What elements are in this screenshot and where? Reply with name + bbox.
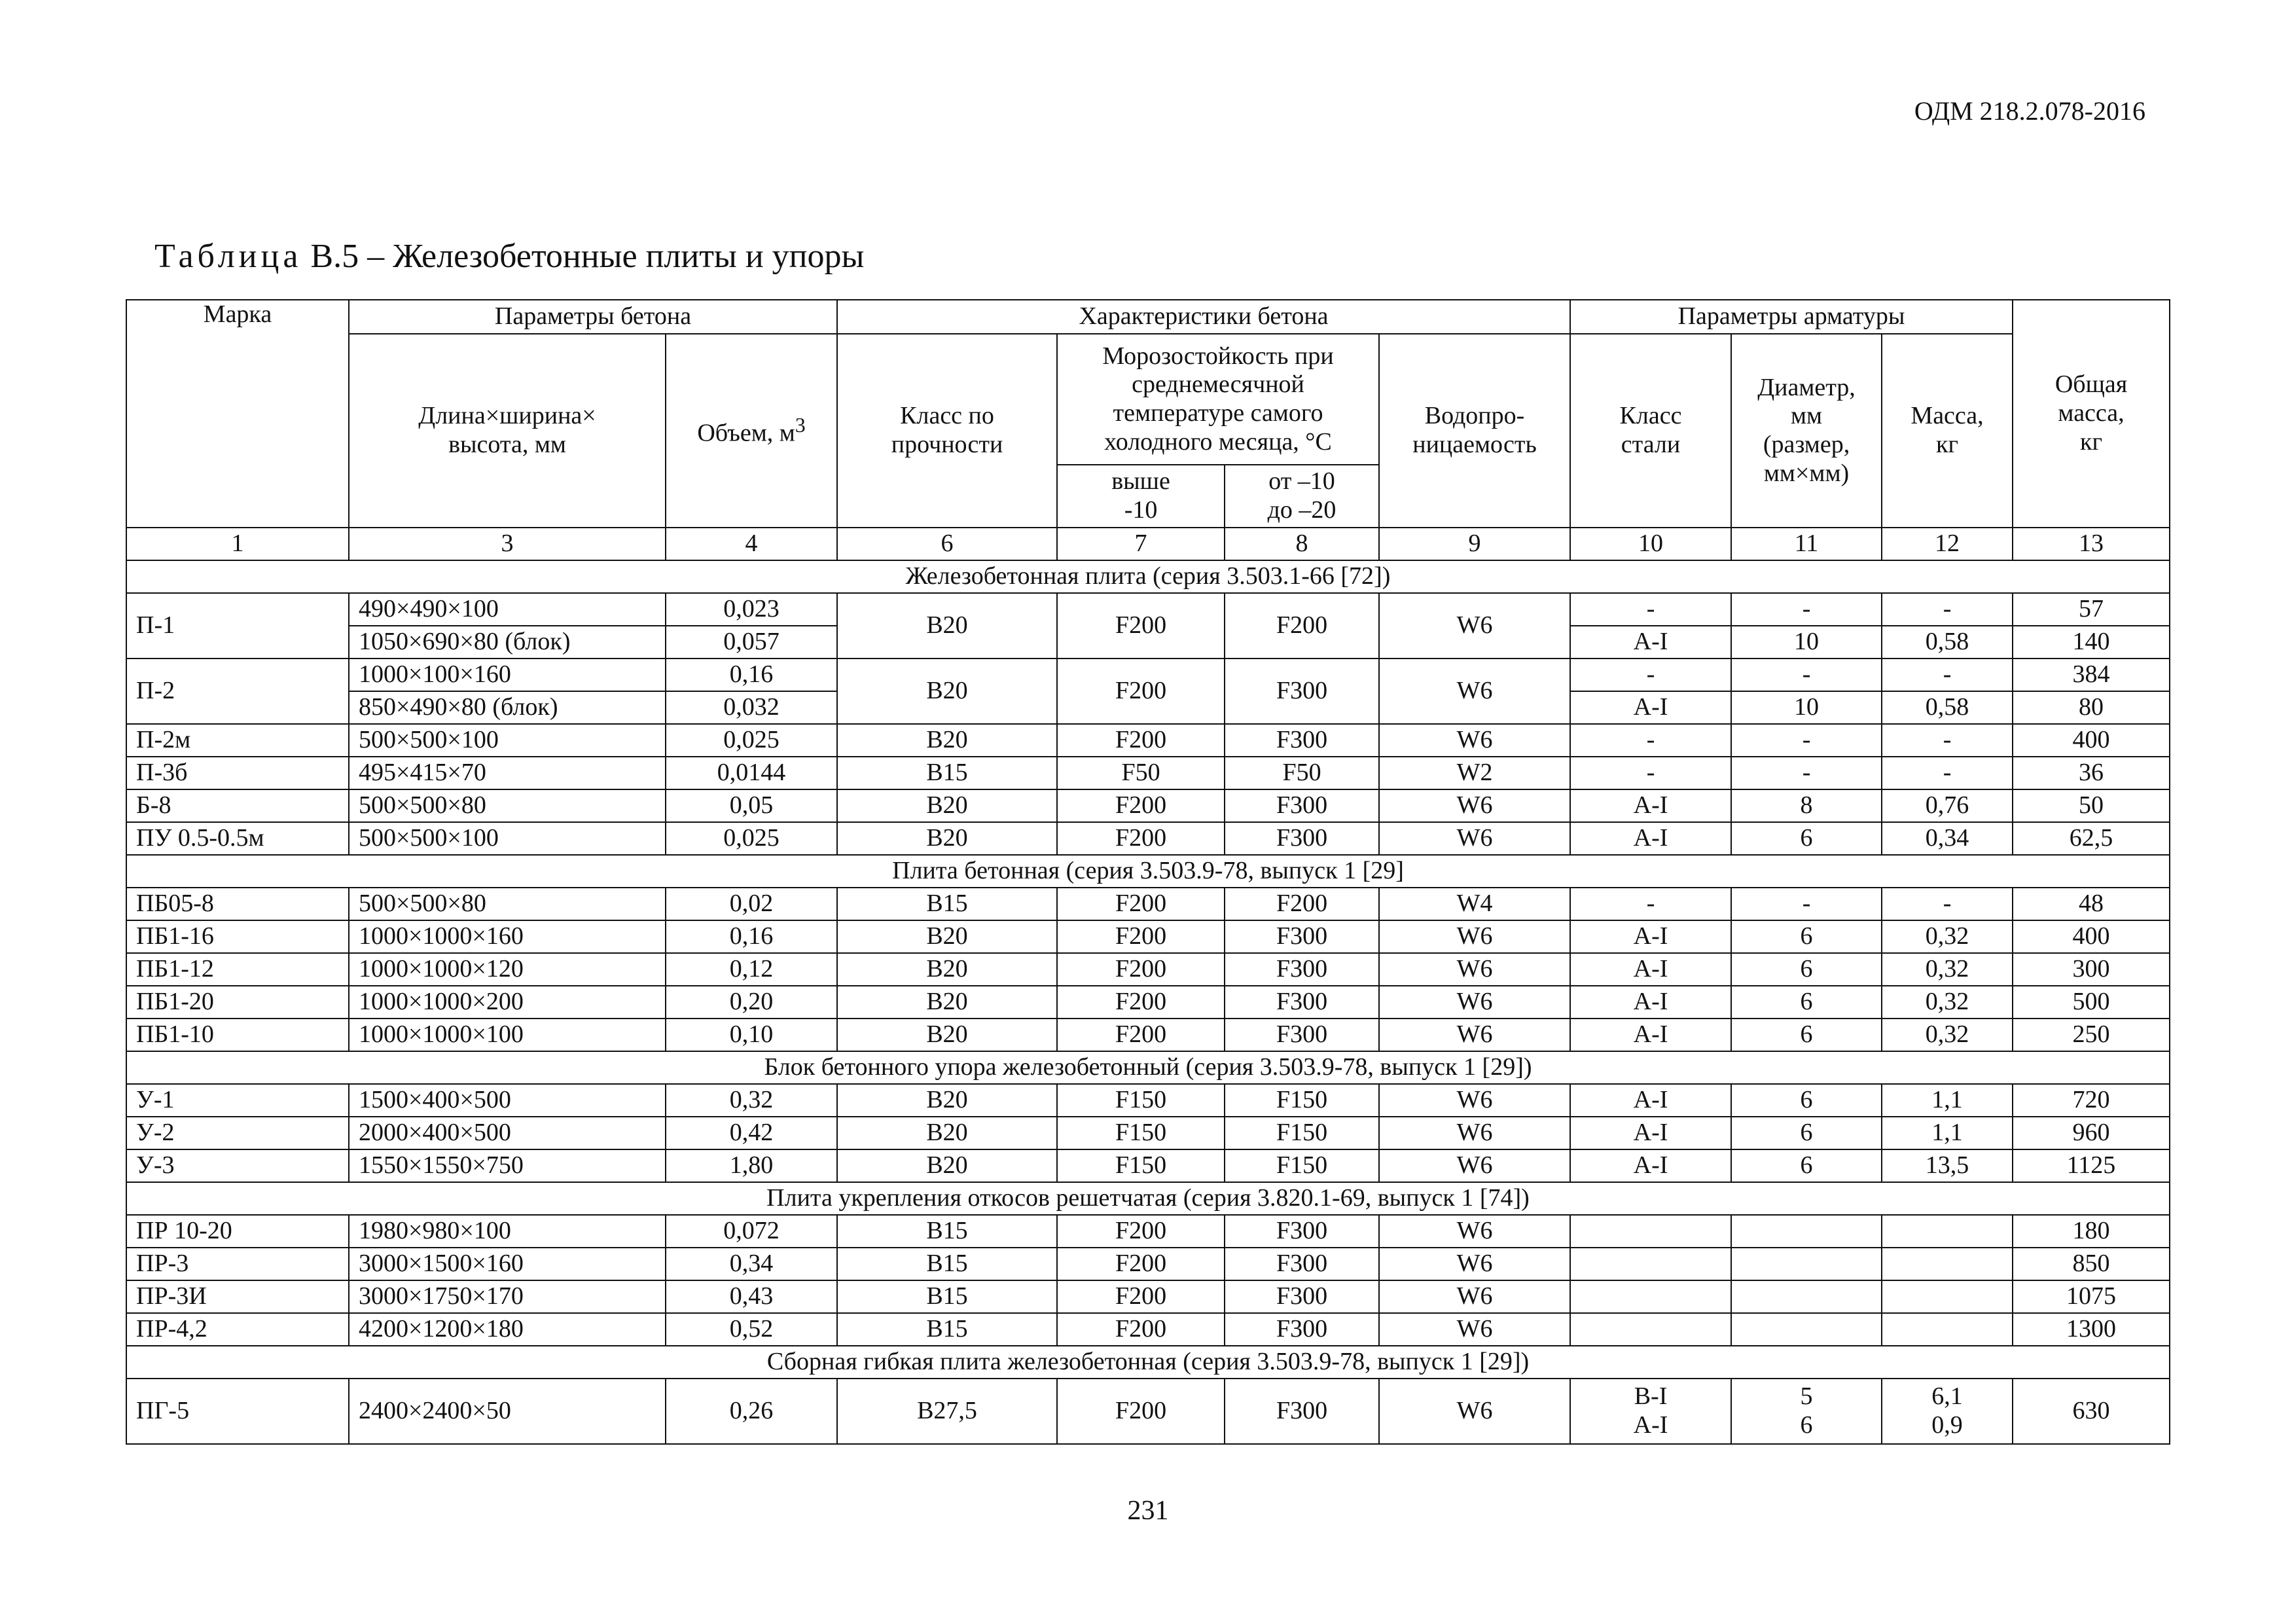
cell-water: W6 — [1379, 1248, 1570, 1280]
cell-total: 1075 — [2013, 1280, 2170, 1313]
cell-frost-above: F200 — [1057, 593, 1225, 659]
cell-volume: 0,32 — [666, 1084, 837, 1117]
cell-mass — [1882, 1215, 2013, 1248]
cell-mass: 0,32 — [1882, 920, 2013, 953]
cell-water: W6 — [1379, 1379, 1570, 1444]
cell-total: 400 — [2013, 920, 2170, 953]
cell-frost-above: F200 — [1057, 888, 1225, 920]
cell-mass: - — [1882, 724, 2013, 757]
cell-dimensions: 3000×1500×160 — [349, 1248, 666, 1280]
column-number: 1 — [126, 528, 349, 560]
cell-dimensions: 1050×690×80 (блок) — [349, 626, 666, 659]
cell-mass: 0,32 — [1882, 1019, 2013, 1051]
cell-steel: А-I — [1570, 789, 1731, 822]
cell-volume: 1,80 — [666, 1149, 837, 1182]
cell-dimensions: 1000×100×160 — [349, 659, 666, 691]
cell-dimensions: 490×490×100 — [349, 593, 666, 626]
column-number: 3 — [349, 528, 666, 560]
cell-strength: В20 — [837, 953, 1057, 986]
cell-dimensions: 1000×1000×120 — [349, 953, 666, 986]
column-number: 10 — [1570, 528, 1731, 560]
cell-water: W6 — [1379, 822, 1570, 855]
section-row — [126, 855, 2170, 888]
cell-diameter — [1731, 1215, 1882, 1248]
cell-volume: 0,34 — [666, 1248, 837, 1280]
cell-total: 300 — [2013, 953, 2170, 986]
cell-total: 1125 — [2013, 1149, 2170, 1182]
section-row — [126, 1051, 2170, 1084]
cell-frost-above: F200 — [1057, 1280, 1225, 1313]
cell-frost-range: F300 — [1225, 659, 1379, 724]
table-row — [126, 724, 2170, 757]
cell-strength: В20 — [837, 593, 1057, 659]
cell-dimensions: 1500×400×500 — [349, 1084, 666, 1117]
cell-steel: - — [1570, 724, 1731, 757]
cell-mass — [1882, 1248, 2013, 1280]
cell-total: 140 — [2013, 626, 2170, 659]
cell-mass: - — [1882, 888, 2013, 920]
cell-dimensions: 1000×1000×200 — [349, 986, 666, 1019]
cell-frost-range: F50 — [1225, 757, 1379, 789]
cell-volume: 0,12 — [666, 953, 837, 986]
cell-total: 36 — [2013, 757, 2170, 789]
cell-frost-above: F150 — [1057, 1084, 1225, 1117]
cell-diameter: 6 — [1731, 1084, 1882, 1117]
cell-diameter — [1731, 1280, 1882, 1313]
table-row — [126, 920, 2170, 953]
cell-water: W6 — [1379, 789, 1570, 822]
column-number: 9 — [1379, 528, 1570, 560]
cell-frost-range: F300 — [1225, 822, 1379, 855]
cell-mark: У-1 — [126, 1084, 349, 1117]
cell-mass — [1882, 1280, 2013, 1313]
cell-volume: 0,52 — [666, 1313, 837, 1346]
plates-table — [126, 299, 2170, 1445]
cell-strength: В20 — [837, 986, 1057, 1019]
cell-frost-range: F300 — [1225, 1019, 1379, 1051]
cell-mark: П-2м — [126, 724, 349, 757]
cell-frost-above: F200 — [1057, 822, 1225, 855]
cell-frost-above: F200 — [1057, 1379, 1225, 1444]
cell-frost-above: F200 — [1057, 920, 1225, 953]
cell-water: W6 — [1379, 1084, 1570, 1117]
header-diameter: Диаметр, мм (размер, мм×мм) — [1731, 334, 1882, 528]
cell-dimensions: 1000×1000×100 — [349, 1019, 666, 1051]
cell-mark: ПР-4,2 — [126, 1313, 349, 1346]
cell-strength: В20 — [837, 1084, 1057, 1117]
column-number: 11 — [1731, 528, 1882, 560]
cell-steel: А-I — [1570, 953, 1731, 986]
cell-frost-range: F300 — [1225, 1248, 1379, 1280]
cell-frost-range: F150 — [1225, 1084, 1379, 1117]
cell-mass: 0,32 — [1882, 986, 2013, 1019]
cell-mark: ПР-3 — [126, 1248, 349, 1280]
cell-steel: А-I — [1570, 920, 1731, 953]
column-number: 7 — [1057, 528, 1225, 560]
cell-water: W2 — [1379, 757, 1570, 789]
cell-steel: А-I — [1570, 1149, 1731, 1182]
table-row — [126, 1313, 2170, 1346]
section-title: Железобетонная плита (серия 3.503.1-66 [72]) — [126, 560, 2170, 593]
cell-frost-above: F200 — [1057, 659, 1225, 724]
cell-water: W6 — [1379, 1149, 1570, 1182]
cell-mark: ПУ 0.5-0.5м — [126, 822, 349, 855]
cell-frost-above: F200 — [1057, 953, 1225, 986]
cell-total: 50 — [2013, 789, 2170, 822]
cell-mark: П-3б — [126, 757, 349, 789]
section-title: Плита укрепления откосов решетчатая (серия 3.820.1-69, выпуск 1 [74]) — [126, 1182, 2170, 1215]
column-number: 8 — [1225, 528, 1379, 560]
cell-steel: - — [1570, 659, 1731, 691]
cell-strength: В20 — [837, 1149, 1057, 1182]
cell-frost-range: F300 — [1225, 953, 1379, 986]
cell-total: 720 — [2013, 1084, 2170, 1117]
table-row — [126, 1280, 2170, 1313]
cell-steel: В-I А-I — [1570, 1379, 1731, 1444]
cell-frost-range: F200 — [1225, 888, 1379, 920]
cell-volume: 0,16 — [666, 920, 837, 953]
cell-frost-range: F300 — [1225, 1215, 1379, 1248]
cell-mark: ПБ1-20 — [126, 986, 349, 1019]
header-volume-text: Объем, м — [697, 419, 795, 447]
cell-water: W6 — [1379, 920, 1570, 953]
cell-volume: 0,26 — [666, 1379, 837, 1444]
cell-volume: 0,16 — [666, 659, 837, 691]
cell-mass — [1882, 1313, 2013, 1346]
cell-strength: В20 — [837, 659, 1057, 724]
cell-strength: В20 — [837, 1117, 1057, 1149]
caption-label: Таблица — [154, 238, 302, 275]
cell-total: 180 — [2013, 1215, 2170, 1248]
cell-frost-above: F200 — [1057, 724, 1225, 757]
header-frost-range: от –10 до –20 — [1225, 465, 1379, 528]
cell-diameter: 6 — [1731, 1149, 1882, 1182]
cell-total: 57 — [2013, 593, 2170, 626]
table-row — [126, 1084, 2170, 1117]
header-frost-above: выше -10 — [1057, 465, 1225, 528]
cell-volume: 0,025 — [666, 724, 837, 757]
header-dimensions: Длина×ширина× высота, мм — [349, 334, 666, 528]
cell-diameter: - — [1731, 888, 1882, 920]
cell-mass: 0,32 — [1882, 953, 2013, 986]
cell-water: W6 — [1379, 1215, 1570, 1248]
table-row — [126, 1019, 2170, 1051]
cell-dimensions: 1980×980×100 — [349, 1215, 666, 1248]
cell-dimensions: 500×500×100 — [349, 724, 666, 757]
cell-mass: 13,5 — [1882, 1149, 2013, 1182]
cell-mark: П-2 — [126, 659, 349, 724]
cell-strength: В20 — [837, 822, 1057, 855]
cell-strength: В20 — [837, 724, 1057, 757]
page-number: 231 — [1127, 1496, 1169, 1526]
cell-frost-range: F300 — [1225, 789, 1379, 822]
cell-water: W6 — [1379, 986, 1570, 1019]
header-frost: Морозостойкость при среднемесячной температуре самого холодного месяца, °С — [1057, 334, 1379, 465]
cell-dimensions: 1000×1000×160 — [349, 920, 666, 953]
cell-frost-range: F150 — [1225, 1149, 1379, 1182]
cell-water: W6 — [1379, 593, 1570, 659]
cell-steel — [1570, 1248, 1731, 1280]
cell-diameter: 5 6 — [1731, 1379, 1882, 1444]
cell-volume: 0,032 — [666, 691, 837, 724]
cell-mark: ПБ1-16 — [126, 920, 349, 953]
table-row — [126, 1149, 2170, 1182]
cell-diameter: 8 — [1731, 789, 1882, 822]
cell-mark: ПБ05-8 — [126, 888, 349, 920]
column-number: 6 — [837, 528, 1057, 560]
cell-mass: - — [1882, 593, 2013, 626]
table-row — [126, 659, 2170, 691]
cell-total: 80 — [2013, 691, 2170, 724]
cell-frost-range: F300 — [1225, 1379, 1379, 1444]
cell-mass: 0,34 — [1882, 822, 2013, 855]
header-concrete-params: Параметры бетона — [349, 300, 837, 334]
cell-strength: В15 — [837, 1215, 1057, 1248]
cell-mass: 0,58 — [1882, 691, 2013, 724]
section-row — [126, 1346, 2170, 1379]
header-steel-class: Класс стали — [1570, 334, 1731, 528]
cell-diameter: 10 — [1731, 626, 1882, 659]
header-mass: Масса, кг — [1882, 334, 2013, 528]
cell-water: W6 — [1379, 1117, 1570, 1149]
cell-dimensions: 500×500×100 — [349, 822, 666, 855]
cell-frost-range: F300 — [1225, 986, 1379, 1019]
cell-water: W4 — [1379, 888, 1570, 920]
cell-water: W6 — [1379, 1019, 1570, 1051]
cell-mass: 0,58 — [1882, 626, 2013, 659]
cell-frost-above: F200 — [1057, 789, 1225, 822]
cell-dimensions: 1550×1550×750 — [349, 1149, 666, 1182]
cell-dimensions: 495×415×70 — [349, 757, 666, 789]
column-numbers-row — [126, 528, 2170, 560]
cell-water: W6 — [1379, 724, 1570, 757]
header-volume-sup: 3 — [795, 413, 806, 437]
column-number: 12 — [1882, 528, 2013, 560]
header-total-mass: Общая масса, кг — [2013, 300, 2170, 528]
cell-water: W6 — [1379, 1280, 1570, 1313]
cell-volume: 0,0144 — [666, 757, 837, 789]
cell-steel: А-I — [1570, 691, 1731, 724]
cell-frost-above: F200 — [1057, 1215, 1225, 1248]
table-row — [126, 1379, 2170, 1444]
cell-mark: ПР 10-20 — [126, 1215, 349, 1248]
cell-volume: 0,05 — [666, 789, 837, 822]
cell-volume: 0,10 — [666, 1019, 837, 1051]
cell-dimensions: 850×490×80 (блок) — [349, 691, 666, 724]
cell-frost-range: F300 — [1225, 1280, 1379, 1313]
table-row — [126, 986, 2170, 1019]
cell-steel: А-I — [1570, 626, 1731, 659]
cell-diameter: 6 — [1731, 1117, 1882, 1149]
table-row — [126, 757, 2170, 789]
cell-mass: 1,1 — [1882, 1084, 2013, 1117]
cell-total: 62,5 — [2013, 822, 2170, 855]
cell-dimensions: 3000×1750×170 — [349, 1280, 666, 1313]
header-water: Водопро- ницаемость — [1379, 334, 1570, 528]
header-mark: Марка — [126, 300, 349, 528]
section-title: Блок бетонного упора железобетонный (серия 3.503.9-78, выпуск 1 [29]) — [126, 1051, 2170, 1084]
cell-frost-above: F200 — [1057, 1313, 1225, 1346]
cell-total: 850 — [2013, 1248, 2170, 1280]
cell-steel: А-I — [1570, 822, 1731, 855]
cell-volume: 0,42 — [666, 1117, 837, 1149]
cell-diameter: - — [1731, 659, 1882, 691]
cell-frost-above: F150 — [1057, 1149, 1225, 1182]
document-code: ОДМ 218.2.078-2016 — [1914, 96, 2145, 126]
cell-mark: ПР-3И — [126, 1280, 349, 1313]
cell-mass: 6,1 0,9 — [1882, 1379, 2013, 1444]
cell-diameter — [1731, 1313, 1882, 1346]
cell-strength: В27,5 — [837, 1379, 1057, 1444]
section-row — [126, 1182, 2170, 1215]
cell-frost-above: F200 — [1057, 986, 1225, 1019]
cell-strength: В20 — [837, 789, 1057, 822]
section-row — [126, 560, 2170, 593]
table-row — [126, 953, 2170, 986]
cell-steel: А-I — [1570, 1019, 1731, 1051]
cell-mark: ПБ1-10 — [126, 1019, 349, 1051]
cell-frost-above: F200 — [1057, 1019, 1225, 1051]
cell-volume: 0,057 — [666, 626, 837, 659]
cell-water: W6 — [1379, 953, 1570, 986]
cell-dimensions: 500×500×80 — [349, 888, 666, 920]
section-title: Сборная гибкая плита железобетонная (серия 3.503.9-78, выпуск 1 [29]) — [126, 1346, 2170, 1379]
cell-strength: В15 — [837, 1280, 1057, 1313]
cell-diameter: 6 — [1731, 1019, 1882, 1051]
cell-total: 960 — [2013, 1117, 2170, 1149]
cell-strength: В15 — [837, 757, 1057, 789]
cell-steel: - — [1570, 757, 1731, 789]
cell-mark: ПГ-5 — [126, 1379, 349, 1444]
header-rebar-params: Параметры арматуры — [1570, 300, 2013, 334]
cell-diameter: - — [1731, 757, 1882, 789]
cell-steel — [1570, 1280, 1731, 1313]
cell-frost-above: F200 — [1057, 1248, 1225, 1280]
cell-water: W6 — [1379, 1313, 1570, 1346]
cell-dimensions: 500×500×80 — [349, 789, 666, 822]
cell-total: 384 — [2013, 659, 2170, 691]
table-row — [126, 593, 2170, 626]
table-row — [126, 1248, 2170, 1280]
cell-steel: - — [1570, 593, 1731, 626]
cell-mark: Б-8 — [126, 789, 349, 822]
cell-mark: П-1 — [126, 593, 349, 659]
cell-frost-range: F150 — [1225, 1117, 1379, 1149]
column-number: 13 — [2013, 528, 2170, 560]
cell-strength: В15 — [837, 888, 1057, 920]
header-volume — [666, 334, 837, 528]
table-row — [126, 1215, 2170, 1248]
cell-diameter: 10 — [1731, 691, 1882, 724]
cell-diameter: - — [1731, 724, 1882, 757]
cell-mass: - — [1882, 757, 2013, 789]
table-row — [126, 789, 2170, 822]
cell-diameter: 6 — [1731, 953, 1882, 986]
cell-steel: - — [1570, 888, 1731, 920]
cell-frost-range: F300 — [1225, 920, 1379, 953]
table-row — [126, 888, 2170, 920]
table-caption — [154, 237, 864, 276]
column-number: 4 — [666, 528, 837, 560]
header-concrete-chars: Характеристики бетона — [837, 300, 1570, 334]
cell-volume: 0,02 — [666, 888, 837, 920]
cell-volume: 0,20 — [666, 986, 837, 1019]
cell-total: 1300 — [2013, 1313, 2170, 1346]
cell-steel — [1570, 1313, 1731, 1346]
cell-total: 630 — [2013, 1379, 2170, 1444]
cell-total: 250 — [2013, 1019, 2170, 1051]
cell-total: 400 — [2013, 724, 2170, 757]
header-strength-class: Класс по прочности — [837, 334, 1057, 528]
cell-dimensions: 4200×1200×180 — [349, 1313, 666, 1346]
cell-total: 500 — [2013, 986, 2170, 1019]
cell-strength: В15 — [837, 1313, 1057, 1346]
cell-diameter: 6 — [1731, 920, 1882, 953]
cell-volume: 0,025 — [666, 822, 837, 855]
cell-diameter: 6 — [1731, 822, 1882, 855]
cell-frost-range: F300 — [1225, 1313, 1379, 1346]
cell-mark: У-2 — [126, 1117, 349, 1149]
cell-frost-range: F200 — [1225, 593, 1379, 659]
cell-diameter — [1731, 1248, 1882, 1280]
cell-volume: 0,072 — [666, 1215, 837, 1248]
cell-steel: А-I — [1570, 1117, 1731, 1149]
cell-total: 48 — [2013, 888, 2170, 920]
cell-frost-range: F300 — [1225, 724, 1379, 757]
cell-dimensions: 2000×400×500 — [349, 1117, 666, 1149]
cell-strength: В15 — [837, 1248, 1057, 1280]
section-title: Плита бетонная (серия 3.503.9-78, выпуск 1 [29] — [126, 855, 2170, 888]
cell-volume: 0,023 — [666, 593, 837, 626]
caption-title: В.5 – Железобетонные плиты и упоры — [310, 238, 865, 275]
cell-strength: В20 — [837, 1019, 1057, 1051]
cell-diameter: - — [1731, 593, 1882, 626]
cell-frost-above: F150 — [1057, 1117, 1225, 1149]
cell-mass: 1,1 — [1882, 1117, 2013, 1149]
table-row — [126, 822, 2170, 855]
cell-mass: - — [1882, 659, 2013, 691]
cell-mark: ПБ1-12 — [126, 953, 349, 986]
cell-strength: В20 — [837, 920, 1057, 953]
cell-mass: 0,76 — [1882, 789, 2013, 822]
cell-frost-above: F50 — [1057, 757, 1225, 789]
cell-dimensions: 2400×2400×50 — [349, 1379, 666, 1444]
cell-steel: А-I — [1570, 986, 1731, 1019]
cell-steel: А-I — [1570, 1084, 1731, 1117]
table-row — [126, 1117, 2170, 1149]
cell-water: W6 — [1379, 659, 1570, 724]
cell-steel — [1570, 1215, 1731, 1248]
cell-mark: У-3 — [126, 1149, 349, 1182]
cell-diameter: 6 — [1731, 986, 1882, 1019]
cell-volume: 0,43 — [666, 1280, 837, 1313]
